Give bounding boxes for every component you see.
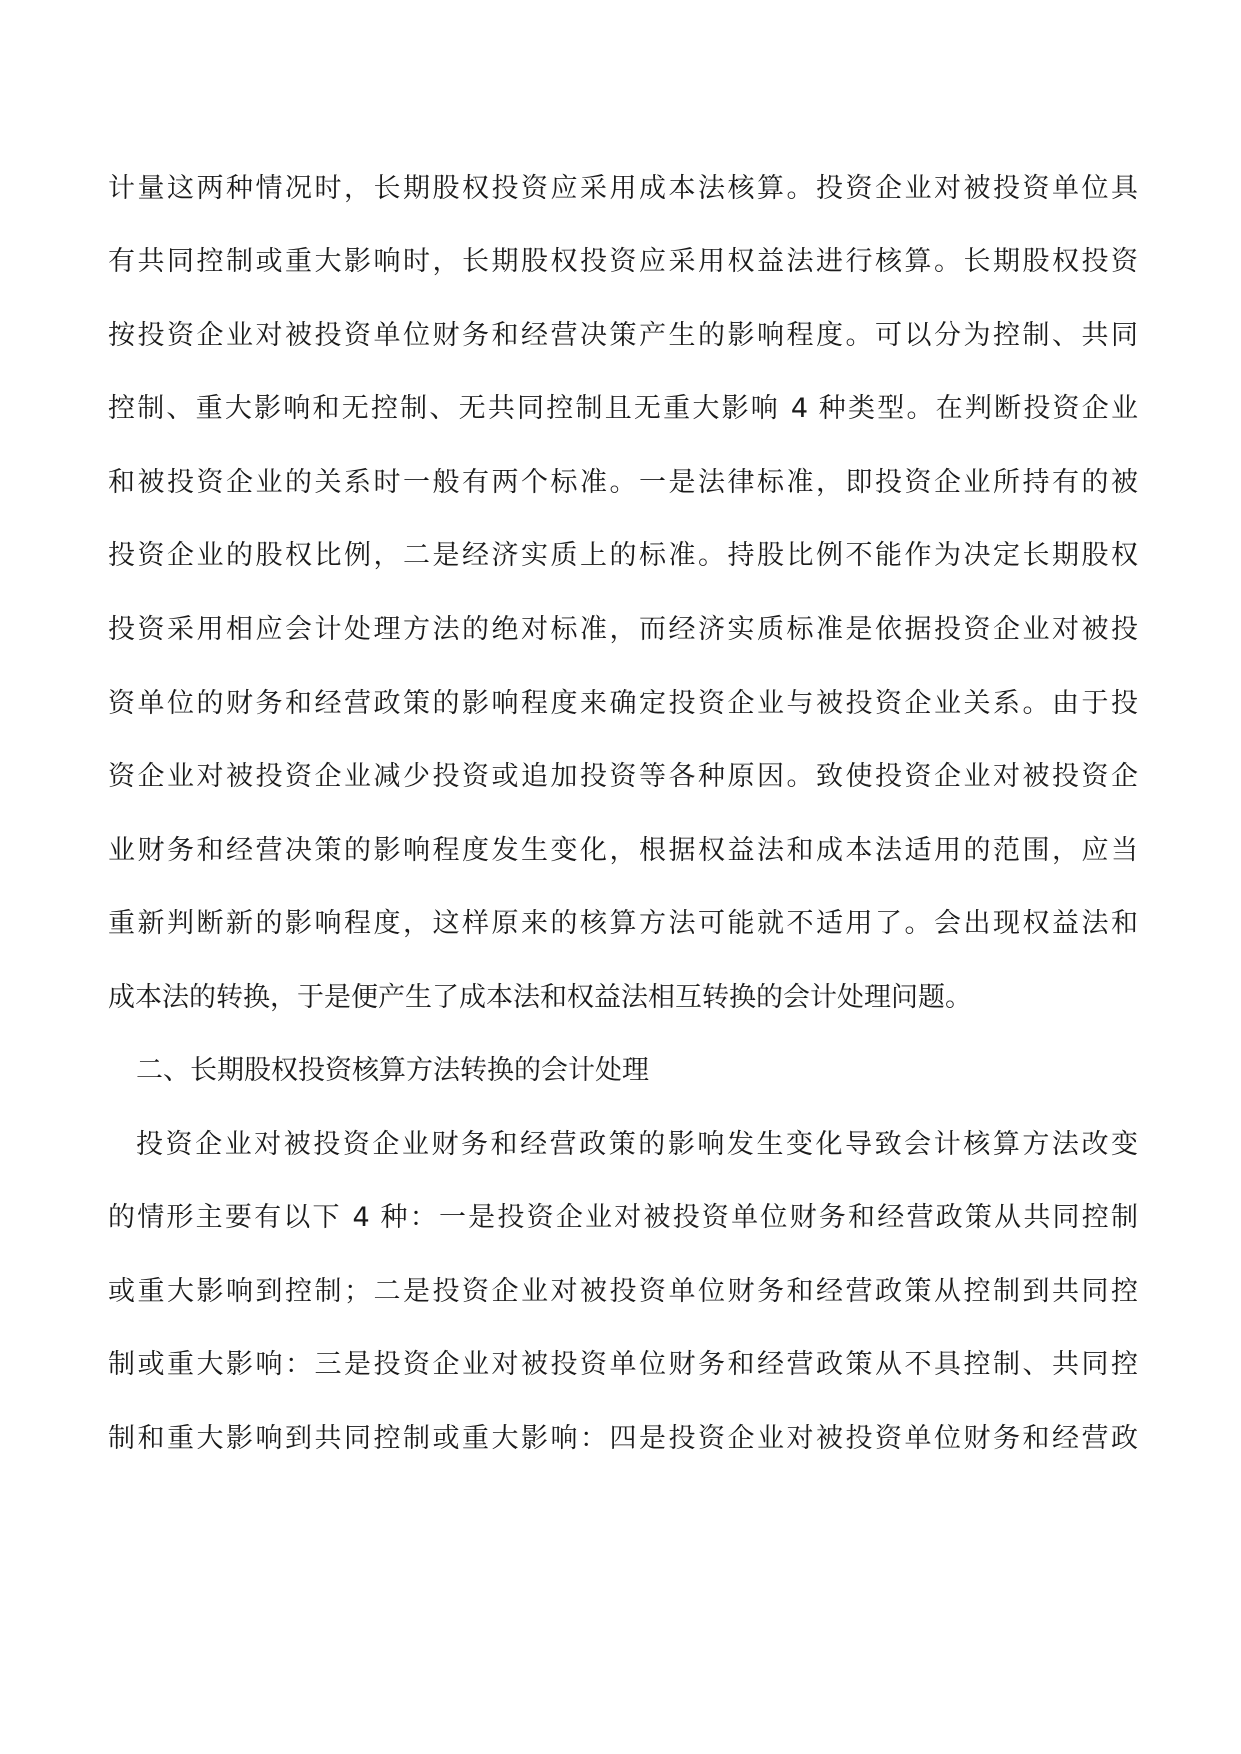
paragraph-line: 成本法的转换，于是便产生了成本法和权益法相互转换的会计处理问题。 [108,982,972,1013]
paragraph-line: 资企业对被投资企业减少投资或追加投资等各种原因。致使投资企业对被投资企 [108,761,1138,792]
paragraph-line: 的情形主要有以下 4 种：一是投资企业对被投资单位财务和经营政策从共同控制 [108,1202,1138,1233]
paragraph-line: 和被投资企业的关系时一般有两个标准。一是法律标准，即投资企业所持有的被 [108,467,1138,498]
paragraph-line: 制或重大影响：三是投资企业对被投资单位财务和经营政策从不具控制、共同控 [108,1349,1138,1380]
paragraph-line: 重新判断新的影响程度，这样原来的核算方法可能就不适用了。会出现权益法和 [108,908,1138,939]
paragraph-line: 制和重大影响到共同控制或重大影响：四是投资企业对被投资单位财务和经营政 [108,1423,1138,1454]
paragraph-line: 按投资企业对被投资单位财务和经营决策产生的影响程度。可以分为控制、共同 [108,320,1138,351]
paragraph-line: 控制、重大影响和无控制、无共同控制且无重大影响 4 种类型。在判断投资企业 [108,393,1138,424]
paragraph-line: 有共同控制或重大影响时，长期股权投资应采用权益法进行核算。长期股权投资 [108,246,1138,277]
paragraph-line: 业财务和经营决策的影响程度发生变化，根据权益法和成本法适用的范围，应当 [108,835,1138,866]
paragraph-line: 或重大影响到控制；二是投资企业对被投资单位财务和经营政策从控制到共同控 [108,1276,1138,1307]
section-heading: 二、长期股权投资核算方法转换的会计处理 [136,1055,649,1086]
paragraph-line: 投资采用相应会计处理方法的绝对标准，而经济实质标准是依据投资企业对被投 [108,614,1138,645]
paragraph-line: 计量这两种情况时，长期股权投资应采用成本法核算。投资企业对被投资单位具 [108,173,1138,204]
paragraph-line: 投资企业的股权比例，二是经济实质上的标准。持股比例不能作为决定长期股权 [108,540,1138,571]
paragraph-line: 投资企业对被投资企业财务和经营政策的影响发生变化导致会计核算方法改变 [136,1129,1138,1160]
paragraph-line: 资单位的财务和经营政策的影响程度来确定投资企业与被投资企业关系。由于投 [108,688,1138,719]
